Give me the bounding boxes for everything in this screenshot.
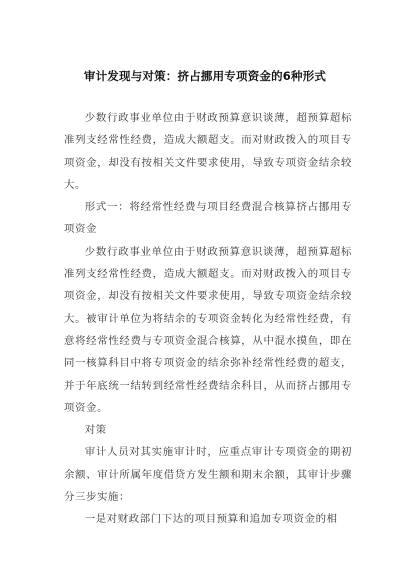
paragraph-intro: 少数行政事业单位由于财政预算意识谈薄，超预算超标准列支经常性经费，造成大额超支。而对财政拨入的项目专项资金，却没有按相关文件要求使用，导致专项资金结余较大。: [64, 112, 352, 191]
document-title: 审计发现与对策：挤占挪用专项资金的6种形式: [83, 69, 327, 83]
paragraph-form-one-detail: 少数行政事业单位由于财政预算意识谈薄，超预算超标准列支经常性经费，造成大额超支。而对财政拨入的项目专项资金，却没有按相关文件要求使用，导致专项资金结余较大。被审计单位为将结余的专项资金转化为经常性经费，有意将经常性经费与专项资金混合核算，从中混水摸鱼，即在同一核算科目中将专项资金的结余弥补经常性经费的超支，并于年底统一结转到经常性经费结余科目，从而挤占挪用专项资金。: [64, 245, 352, 414]
paragraph-form-one-heading: 形式一：将经常性经费与项目经费混合核算挤占挪用专项资金: [64, 201, 352, 236]
paragraph-audit-steps: 审计人员对其实施审计时，应重点审计专项资金的期初余额、审计所属年度借贷方发生额和期末余额，其审计步骤分三步实施：: [64, 446, 352, 504]
paragraph-step-one: 一是对财政部门下达的项目预算和追加专项资金的相: [84, 513, 338, 526]
paragraph-countermeasure-heading: 对策: [84, 424, 107, 437]
document-body: [64, 107, 352, 531]
